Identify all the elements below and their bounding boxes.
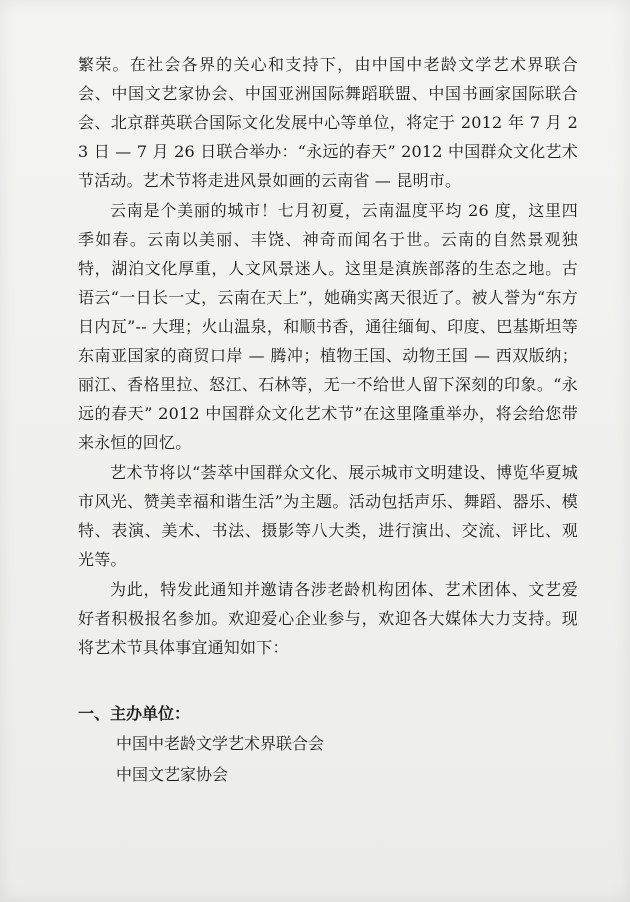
- organizer-item: 中国中老龄文学艺术界联合会: [116, 734, 325, 753]
- organizer-item: 中国文艺家协会: [116, 765, 229, 784]
- paragraph-theme: 艺术节将以“荟萃中国群众文化、展示城市文明建设、博览华夏城市风光、赞美幸福和谐生活”为主题。活动包括声乐、舞蹈、器乐、模特、表演、美术、书法、摄影等八大类，进行演出、交流、评比、观光等。: [78, 463, 578, 569]
- paragraph-intro: 繁荣。在社会各界的关心和支持下，由中国中老龄文学艺术界联合会、中国文艺家协会、中国亚洲国际舞蹈联盟、中国书画家国际联合会、北京群英联合国际文化发展中心等单位，将定于 2012 年 7 月 23 日 — 7 月 26 日联合举办：“永远的春天” 2012 中国群众文化艺术节活动。艺术节将走进风景如画的云南省 — 昆明市。: [78, 55, 578, 190]
- section-heading: 一、主办单位：: [78, 704, 191, 723]
- document-body: [78, 50, 578, 662]
- organizer-section: [78, 699, 578, 790]
- paragraph-yunnan: 云南是个美丽的城市！七月初夏，云南温度平均 26 度，这里四季如春。云南以美丽、丰饶、神奇而闻名于世。云南的自然景观独特，湖泊文化厚重，人文风景迷人。这里是滇族部落的生态之地。古语云“一日长一丈，云南在天上”，她确实离天很近了。被人誉为“东方日内瓦”-- 大理；火山温泉，和顺书香，通往缅甸、印度、巴基斯坦等东南亚国家的商贸口岸 — 腾冲；植物王国、动物王国 — 西双版纳；丽江、香格里拉、怒江、石林等，无一不给世人留下深刻的印象。“永远的春天” 2012 中国群众文化艺术节”在这里隆重举办，将会给您带来永恒的回忆。: [78, 201, 578, 452]
- paragraph-invitation: 为此，特发此通知并邀请各涉老龄机构团体、艺术团体、文艺爱好者积极报名参加。欢迎爱心企业参与，欢迎各大媒体大力支持。现将艺术节具体事宜通知如下：: [78, 580, 578, 657]
